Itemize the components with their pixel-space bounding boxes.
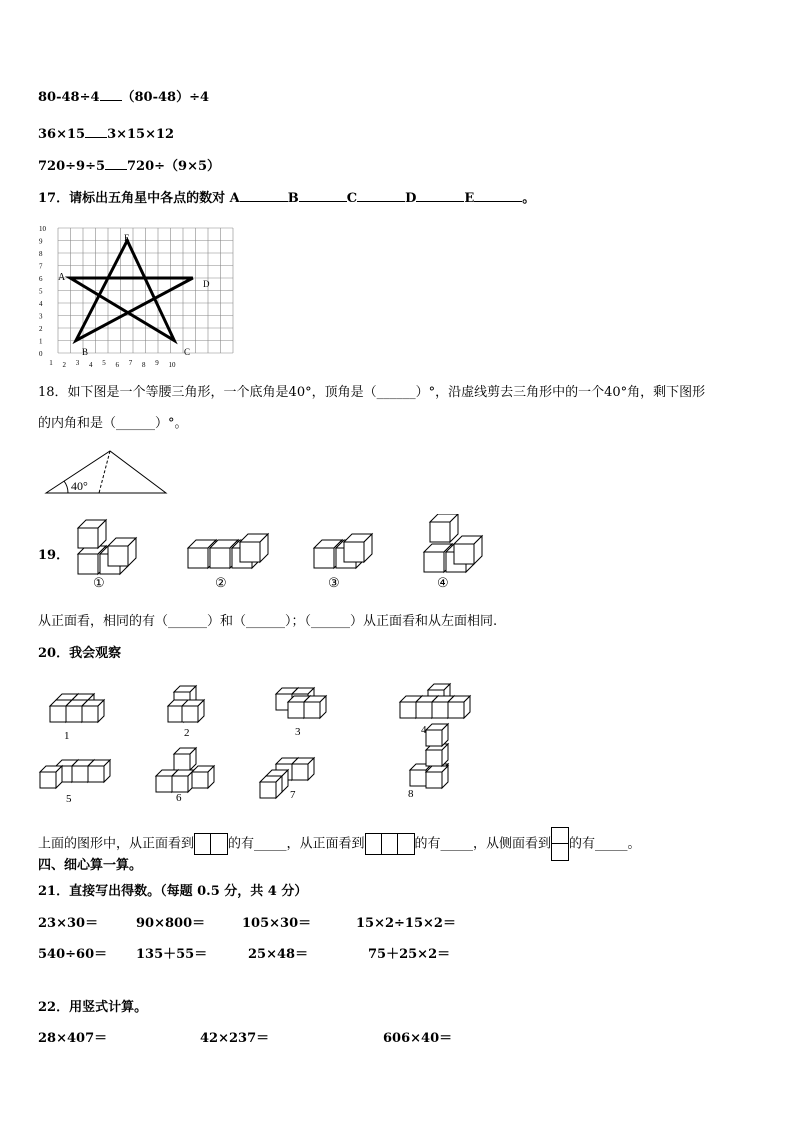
q17-text bbox=[38, 189, 535, 207]
q19-label-1: ① bbox=[93, 576, 105, 591]
y-tick-label: 4 bbox=[39, 300, 43, 308]
compare-line-2 bbox=[38, 125, 174, 143]
q20-figure-1 bbox=[50, 694, 104, 722]
q20-text-2: 的有_____，从正面看到 bbox=[228, 836, 365, 852]
q20-label-2: 2 bbox=[184, 727, 190, 739]
compare-line-3 bbox=[38, 157, 220, 175]
y-tick-label: 9 bbox=[39, 237, 43, 246]
answer-blank[interactable] bbox=[100, 88, 122, 101]
y-tick-label: 3 bbox=[39, 312, 43, 321]
q18-line1: 18．如下图是一个等腰三角形，一个底角是40°，顶角是（______）°，沿虚线剪去三角形中的一个40°角，剩下图形 bbox=[38, 385, 706, 400]
q20-title: 20．我会观察 bbox=[38, 646, 122, 661]
view-2cube-icon bbox=[194, 833, 228, 855]
q20-label-4: 4 bbox=[421, 724, 427, 736]
y-tick-label: 1 bbox=[39, 337, 43, 346]
q19-figure-3 bbox=[314, 534, 372, 568]
isosceles-triangle bbox=[44, 448, 170, 496]
x-tick-label: 9 bbox=[155, 359, 159, 367]
point-label-e: E bbox=[124, 233, 130, 243]
x-tick-label: 1 bbox=[49, 359, 53, 367]
y-tick-label: 0 bbox=[39, 350, 43, 358]
view-3cube-icon bbox=[365, 833, 415, 855]
point-label-d: D bbox=[203, 279, 210, 289]
q19-label-4: ④ bbox=[437, 576, 449, 591]
q19-number: 19． bbox=[38, 548, 70, 563]
answer-blank-c[interactable] bbox=[357, 189, 405, 202]
x-tick-label: 2 bbox=[62, 361, 66, 369]
expr-right: （80-48）÷4 bbox=[121, 90, 210, 105]
answer-blank[interactable] bbox=[105, 157, 127, 170]
q21-item-4: 15×2÷15×2＝ bbox=[356, 916, 456, 931]
expr-left: 80-48÷4 bbox=[38, 90, 100, 105]
q19-question: 从正面看，相同的有（______）和（______）；（______）从正面看和从左面相同. bbox=[38, 614, 498, 629]
x-tick-label: 7 bbox=[128, 359, 133, 367]
q21-title: 21．直接写出得数。（每题 0.5 分，共 4 分） bbox=[38, 884, 308, 899]
answer-blank-a[interactable] bbox=[240, 189, 288, 202]
q21-item-5: 540÷60＝ bbox=[38, 947, 108, 962]
q20-question bbox=[38, 827, 641, 861]
compare-line-1 bbox=[38, 88, 209, 106]
q19-label-3: ③ bbox=[328, 576, 340, 591]
q20-figure-5 bbox=[40, 760, 110, 788]
expr-left: 720÷9÷5 bbox=[38, 159, 106, 174]
q20-figure-8 bbox=[410, 724, 448, 788]
label-b: B bbox=[287, 191, 299, 206]
label-e: E bbox=[464, 191, 475, 206]
q20-figure-4 bbox=[400, 684, 470, 718]
y-tick-label: 6 bbox=[39, 275, 43, 283]
answer-blank-d[interactable] bbox=[416, 189, 464, 202]
q19-figure-4 bbox=[424, 514, 482, 572]
point-label-a: A bbox=[58, 272, 66, 283]
angle-label: 40° bbox=[71, 479, 88, 493]
q21-item-6: 135＋55＝ bbox=[136, 947, 208, 962]
q20-text-4: 的有_____。 bbox=[569, 836, 641, 852]
q22-title: 22．用竖式计算。 bbox=[38, 1000, 148, 1015]
x-tick-label: 10 bbox=[168, 361, 176, 369]
y-tick-label: 2 bbox=[39, 325, 43, 333]
q20-label-5: 5 bbox=[66, 793, 72, 805]
x-tick-labels bbox=[49, 359, 176, 369]
q19-figure-2 bbox=[188, 534, 268, 568]
q21-item-2: 90×800＝ bbox=[136, 916, 206, 931]
q21-item-3: 105×30＝ bbox=[242, 916, 312, 931]
q17-prompt: 17．请标出五角星中各点的数对 A bbox=[38, 191, 240, 206]
y-tick-label: 10 bbox=[39, 225, 46, 233]
x-tick-label: 3 bbox=[75, 359, 80, 367]
answer-blank[interactable] bbox=[85, 125, 107, 138]
q21-item-8: 75＋25×2＝ bbox=[368, 947, 451, 962]
q20-label-8: 8 bbox=[408, 788, 414, 800]
q20-text-3: 的有_____，从侧面看到 bbox=[414, 836, 552, 852]
y-tick-label: 7 bbox=[39, 262, 43, 271]
q20-figure-2 bbox=[168, 686, 204, 722]
answer-blank-b[interactable] bbox=[299, 189, 347, 202]
q17-end: 。 bbox=[522, 191, 536, 206]
y-tick-labels bbox=[39, 225, 47, 358]
expr-right: 3×15×12 bbox=[107, 127, 175, 142]
q19-figure-1 bbox=[78, 520, 136, 574]
q20-figure-6 bbox=[156, 748, 214, 792]
q22-item-2: 42×237＝ bbox=[200, 1031, 270, 1046]
q22-item-1: 28×407＝ bbox=[38, 1031, 108, 1046]
y-tick-label: 8 bbox=[39, 250, 43, 258]
q20-figure-7 bbox=[260, 758, 314, 798]
x-tick-label: 8 bbox=[142, 361, 146, 369]
x-tick-label: 4 bbox=[89, 361, 93, 369]
q20-figure-3 bbox=[276, 688, 326, 718]
expr-right: 720÷（9×5） bbox=[127, 159, 221, 174]
section-4-title: 四、细心算一算。 bbox=[38, 858, 143, 873]
star-grid-figure bbox=[36, 218, 246, 373]
q19-label-2: ② bbox=[215, 576, 227, 591]
q20-label-7: 7 bbox=[290, 789, 296, 801]
q18-line2: 的内角和是（______）°。 bbox=[38, 416, 188, 431]
q20-text-1: 上面的图形中，从正面看到 bbox=[38, 836, 195, 852]
q20-label-3: 3 bbox=[295, 726, 301, 738]
x-tick-label: 5 bbox=[102, 359, 106, 367]
answer-blank-e[interactable] bbox=[474, 189, 522, 202]
q20-label-6: 6 bbox=[176, 792, 182, 804]
label-d: D bbox=[405, 191, 417, 206]
q20-label-1: 1 bbox=[64, 730, 70, 742]
expr-left: 36×15 bbox=[38, 127, 86, 142]
point-label-c: C bbox=[184, 347, 191, 357]
point-label-b: B bbox=[82, 347, 89, 357]
q22-item-3: 606×40＝ bbox=[383, 1031, 453, 1046]
y-tick-label: 5 bbox=[39, 287, 43, 296]
q19-cube-figures bbox=[74, 514, 494, 594]
view-vertical-2cube-icon bbox=[551, 827, 569, 861]
q21-item-1: 23×30＝ bbox=[38, 916, 99, 931]
q21-item-7: 25×48＝ bbox=[248, 947, 309, 962]
label-c: C bbox=[346, 191, 358, 206]
grid-lines bbox=[58, 228, 233, 353]
x-tick-label: 6 bbox=[115, 361, 119, 369]
